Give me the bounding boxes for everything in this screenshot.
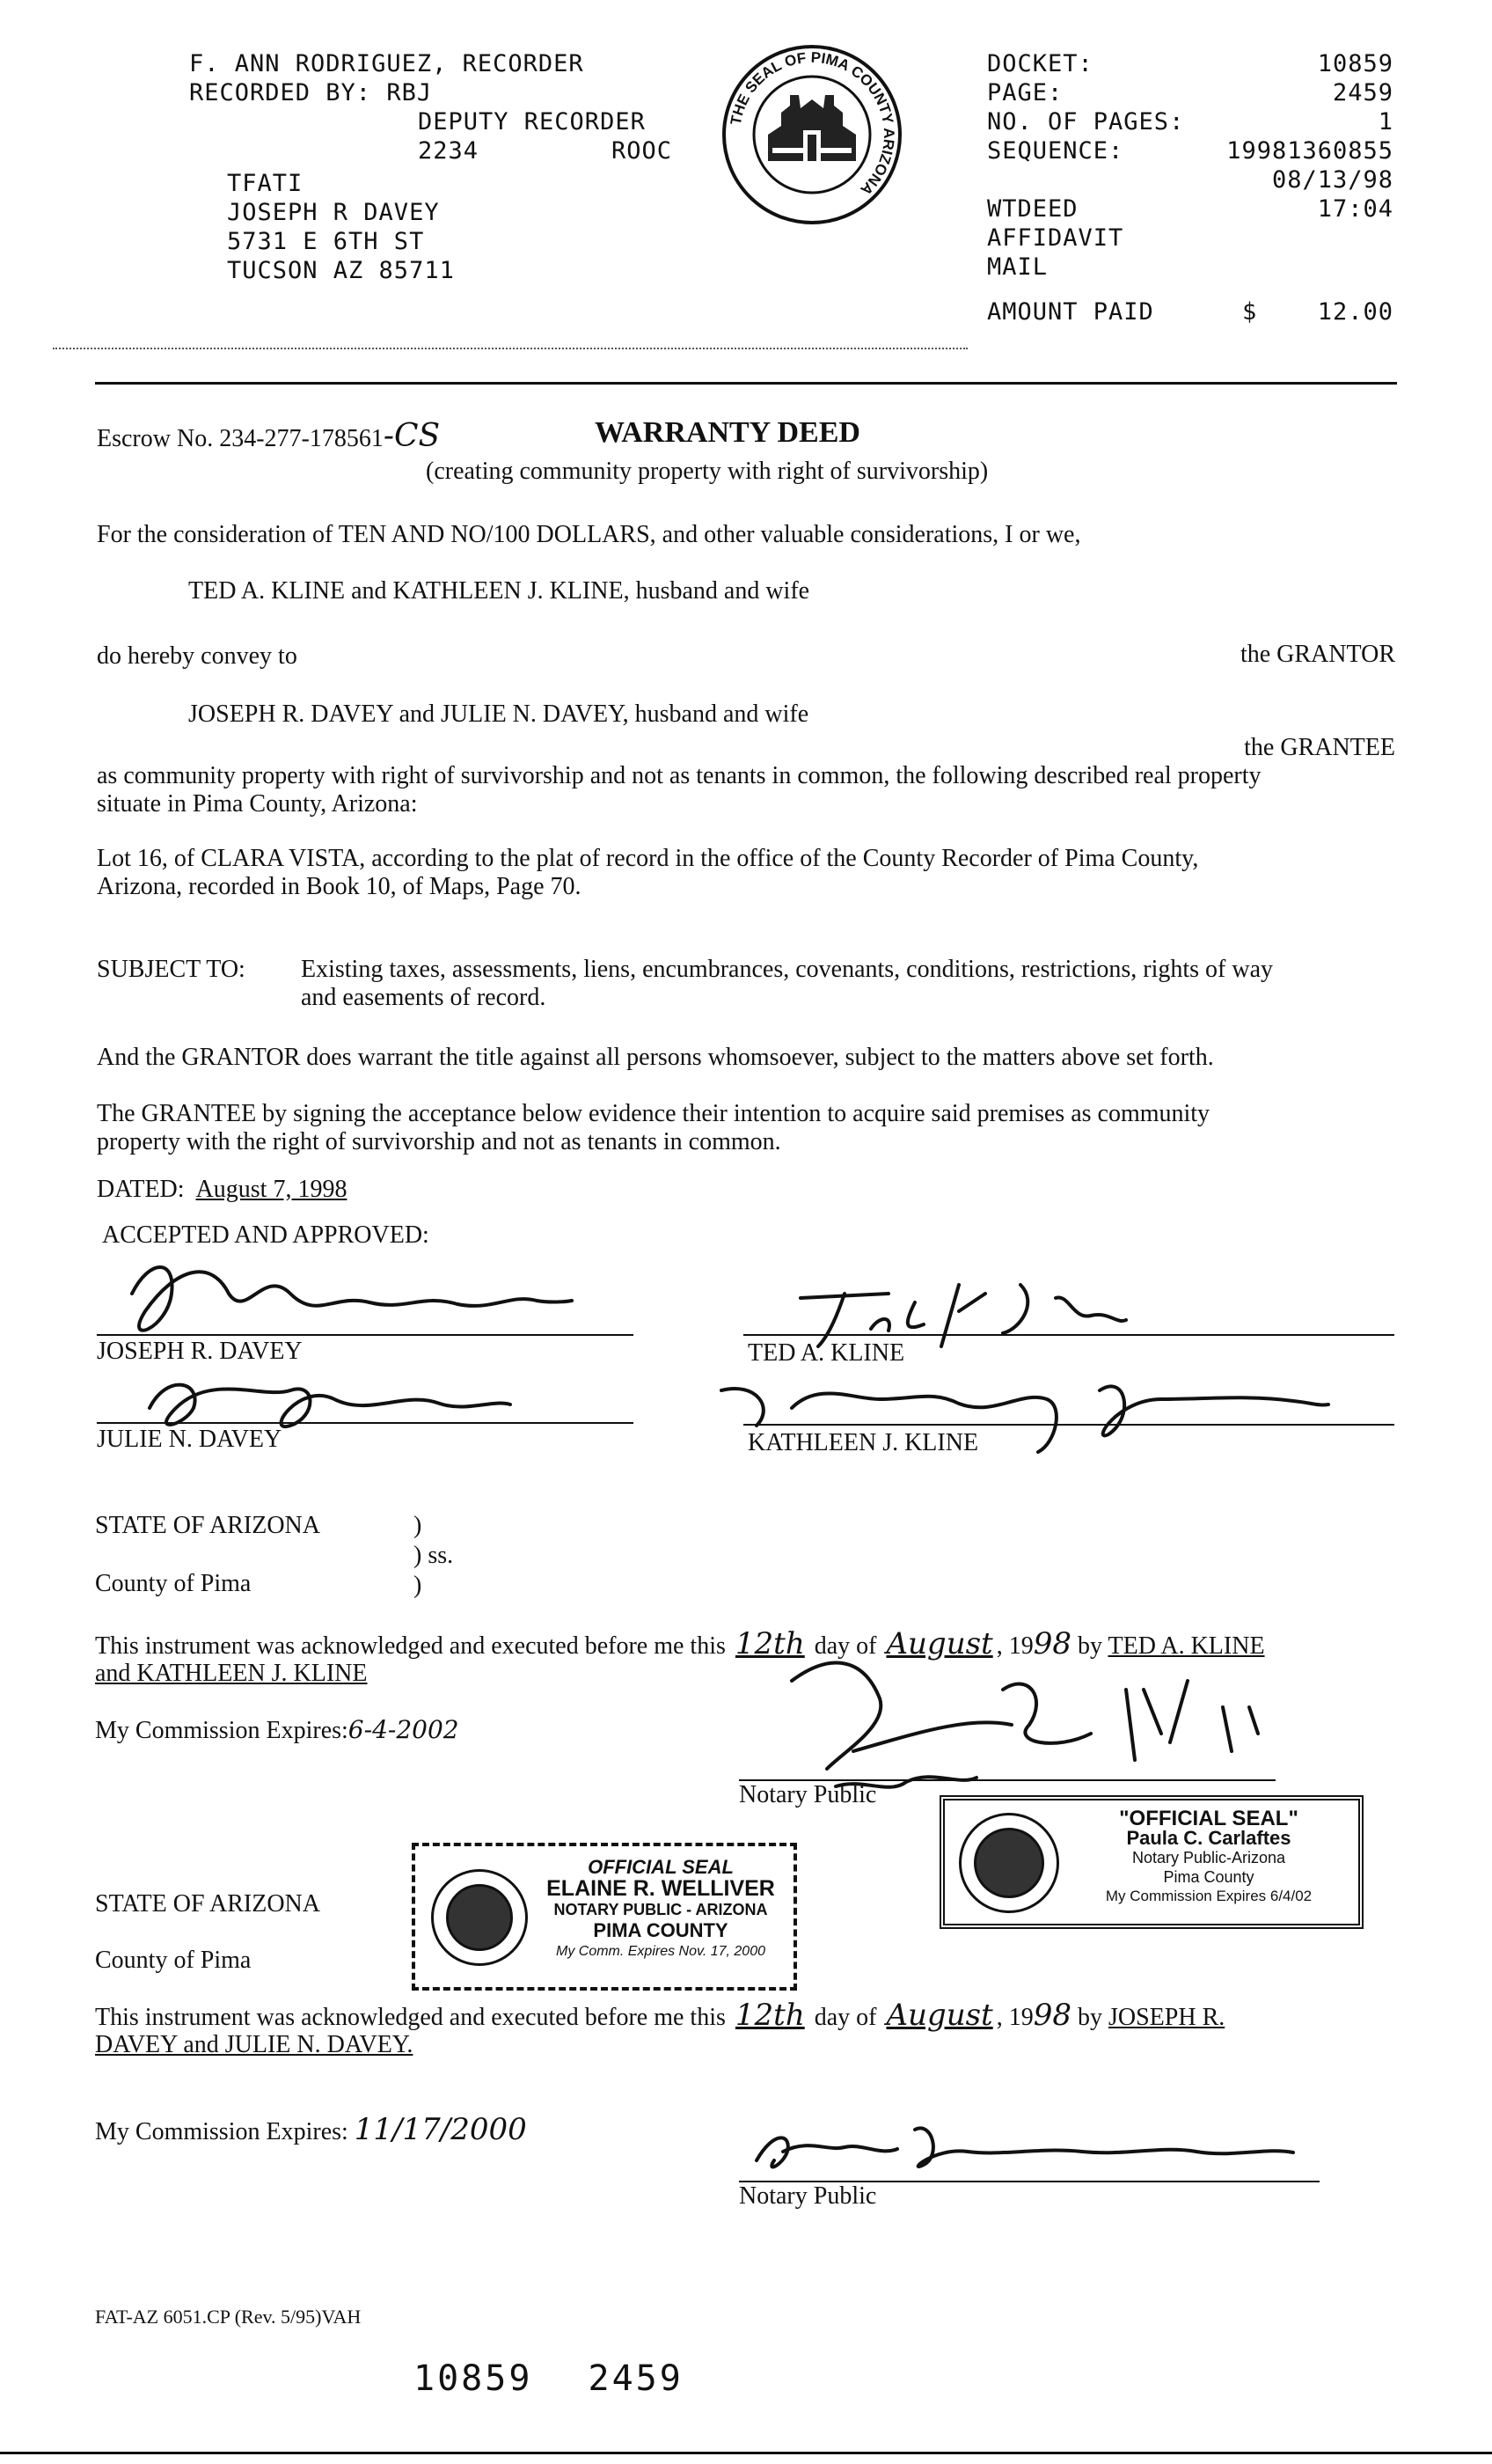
page-label: PAGE: <box>987 79 1064 106</box>
mail-name: JOSEPH R DAVEY <box>227 199 440 226</box>
notary1-label: Notary Public <box>739 1781 877 1808</box>
subject-to-label: SUBJECT TO: <box>97 956 245 983</box>
seal-carlaftes-text <box>1068 1809 1349 1906</box>
notary2-acknowledgment <box>95 1998 1397 2033</box>
notary2-names-2: DAVEY and JULIE N. DAVEY. <box>95 2031 413 2058</box>
legal-line-2: Arizona, recorded in Book 10, of Maps, Page 70. <box>97 873 581 900</box>
notary2-state: STATE OF ARIZONA <box>95 1890 320 1918</box>
notary2-county: County of Pima <box>95 1947 252 1974</box>
dated-label: DATED: <box>97 1176 185 1203</box>
mail-street: 5731 E 6TH ST <box>227 228 425 255</box>
consideration-text: For the consideration of TEN AND NO/100 DOLLARS, and other valuable considerations, I or we, <box>97 521 1081 548</box>
seal-carlaftes-line4: Pima County <box>1163 1868 1254 1886</box>
property-intro-line-2: situate in Pima County, Arizona: <box>97 790 418 818</box>
notary2-commission-date: 11/17/2000 <box>354 2112 527 2147</box>
amount-label: AMOUNT PAID <box>987 298 1154 326</box>
signature-joseph-icon <box>132 1267 572 1331</box>
notary2-ack-text: This instrument was acknowledged and executed before me this <box>95 2004 726 2031</box>
footer-docket-page <box>413 2358 684 2399</box>
notary1-year-prefix: , 19 <box>996 1632 1034 1660</box>
seal-welliver-emblem-icon <box>431 1869 528 1966</box>
mail-city: TUCSON AZ 85711 <box>227 257 455 284</box>
notary1-paren-2: ) <box>413 1572 422 1599</box>
seal-welliver-line4: PIMA COUNTY <box>593 1919 728 1941</box>
notary1-names-2: and KATHLEEN J. KLINE <box>95 1660 368 1687</box>
seal-welliver-line1: OFFICIAL SEAL <box>588 1856 734 1878</box>
mail-code: TFATI <box>227 170 304 197</box>
notary1-ack-text: This instrument was acknowledged and executed before me this <box>95 1632 726 1660</box>
signature-ted-icon <box>801 1285 1126 1346</box>
notary1-commission-label: My Commission Expires: <box>95 1717 348 1744</box>
notary2-month: August <box>886 1998 993 2033</box>
seal-welliver-line5: My Comm. Expires Nov. 17, 2000 <box>555 1944 765 1959</box>
notary1-day: 12th <box>735 1626 805 1661</box>
subject-line-2: and easements of record. <box>301 984 546 1011</box>
escrow-text: Escrow No. 234-277-178561 <box>97 425 384 452</box>
notary2-year: 98 <box>1033 1998 1071 2033</box>
recorder-name: F. ANN RODRIGUEZ, RECORDER <box>189 50 584 77</box>
sequence-label: SEQUENCE: <box>987 137 1124 165</box>
notary2-by: by <box>1077 2004 1102 2031</box>
notary1-commission <box>95 1716 459 1745</box>
subject-line-1: Existing taxes, assessments, liens, encumbrances, covenants, conditions, restrictions, rights of way <box>301 956 1274 983</box>
footer-docket: 10859 <box>413 2358 533 2399</box>
deed-subtitle: (creating community property with right of survivorship) <box>426 458 989 485</box>
form-number: FAT-AZ 6051.CP (Rev. 5/95)VAH <box>95 2306 362 2328</box>
record-date: 08/13/98 <box>1271 166 1393 194</box>
notary2-year-prefix: , 19 <box>996 2004 1034 2031</box>
docket-label: DOCKET: <box>987 50 1093 77</box>
notary2-names-1: JOSEPH R. <box>1108 2004 1225 2031</box>
seal-welliver-line3: NOTARY PUBLIC - ARIZONA <box>553 1901 768 1918</box>
amount-currency: $ <box>1242 298 1258 326</box>
notary1-by: by <box>1077 1632 1102 1660</box>
accepted-approved: ACCEPTED AND APPROVED: <box>102 1221 429 1249</box>
notary1-day-of: day of <box>814 1632 877 1660</box>
deputy-recorder: DEPUTY RECORDER <box>418 108 646 136</box>
notary1-paren-1: ) <box>413 1512 422 1539</box>
grantee-names: JOSEPH R. DAVEY and JULIE N. DAVEY, husband and wife <box>188 700 809 728</box>
seal-carlaftes-line5: My Commission Expires 6/4/02 <box>1105 1888 1313 1904</box>
signer-joseph: JOSEPH R. DAVEY <box>97 1338 303 1365</box>
seal-carlaftes-line2: Paula C. Carlaftes <box>1126 1827 1291 1849</box>
county-seal-ring-text: THE SEAL OF PIMA COUNTY ARIZONA <box>727 48 898 199</box>
seal-welliver-text <box>533 1857 788 1962</box>
signature-carlaftes-icon <box>792 1663 1258 1787</box>
recorder-code-left: 2234 <box>418 137 479 165</box>
notary1-ss: ) ss. <box>413 1542 454 1569</box>
property-intro-line-1: as community property with right of survivorship and not as tenants in common, the following described real property <box>97 762 1262 789</box>
notary1-month: August <box>886 1626 993 1661</box>
pages-label: NO. OF PAGES: <box>987 108 1185 136</box>
seal-carlaftes-line3: Notary Public-Arizona <box>1131 1849 1286 1866</box>
legal-line-1: Lot 16, of CLARA VISTA, according to the plat of record in the office of the County Recorder of Pima County, <box>97 845 1199 872</box>
mail-label: MAIL <box>987 253 1049 281</box>
notary1-commission-date: 6-4-2002 <box>347 1715 459 1744</box>
footer-rule <box>0 2452 1492 2454</box>
recorded-by: RECORDED BY: RBJ <box>189 79 433 106</box>
amount-value: 12.00 <box>1317 298 1393 326</box>
notary2-day-of: day of <box>814 2004 877 2031</box>
recorder-code-right: ROOC <box>611 137 673 165</box>
signer-kathleen: KATHLEEN J. KLINE <box>748 1429 979 1456</box>
record-type: WTDEED <box>987 195 1079 223</box>
notary2-commission-label: My Commission Expires: <box>95 2118 348 2145</box>
seal-welliver <box>412 1843 797 1991</box>
signature-welliver-icon <box>757 2128 1293 2167</box>
signature-kathleen-icon <box>721 1386 1328 1452</box>
convey-text: do hereby convey to <box>97 642 297 670</box>
grantor-names: TED A. KLINE and KATHLEEN J. KLINE, husband and wife <box>188 577 810 605</box>
notary1-state: STATE OF ARIZONA <box>95 1512 320 1539</box>
record-time: 17:04 <box>1317 195 1393 223</box>
seal-carlaftes <box>940 1795 1364 1929</box>
deed-title: WARRANTY DEED <box>595 416 860 449</box>
seal-carlaftes-line1: "OFFICIAL SEAL" <box>1119 1807 1298 1830</box>
notary2-day: 12th <box>735 1998 805 2033</box>
notary1-acknowledgment <box>95 1626 1397 1661</box>
acceptance-line-2: property with the right of survivorship and not as tenants in common. <box>97 1128 781 1155</box>
warranty-text: And the GRANTOR does warrant the title against all persons whomsoever, subject to the matters above set forth. <box>97 1044 1214 1071</box>
affidavit-label: AFFIDAVIT <box>987 224 1124 252</box>
seal-carlaftes-emblem-icon <box>959 1813 1059 1913</box>
notary2-label: Notary Public <box>739 2182 877 2210</box>
acceptance-line-1: The GRANTEE by signing the acceptance below evidence their intention to acquire said premises as community <box>97 1100 1210 1127</box>
dated-value: August 7, 1998 <box>195 1176 347 1203</box>
notary1-county: County of Pima <box>95 1570 252 1597</box>
page-value: 2459 <box>1332 79 1393 106</box>
notary2-commission <box>95 2112 527 2147</box>
sequence-value: 19981360855 <box>1226 137 1393 165</box>
escrow-handwritten: -CS <box>383 418 441 454</box>
grantee-label: the GRANTEE <box>1244 734 1395 761</box>
notary1-year: 98 <box>1033 1626 1071 1661</box>
signer-julie: JULIE N. DAVEY <box>97 1426 282 1453</box>
notary1-names-1: TED A. KLINE <box>1108 1632 1265 1660</box>
signer-ted: TED A. KLINE <box>748 1339 905 1367</box>
signature-julie-icon <box>150 1385 510 1427</box>
footer-page: 2459 <box>588 2358 684 2399</box>
grantor-label: the GRANTOR <box>1240 641 1395 668</box>
pages-value: 1 <box>1378 108 1393 136</box>
docket-value: 10859 <box>1317 50 1393 77</box>
seal-welliver-line2: ELAINE R. WELLIVER <box>546 1876 775 1901</box>
